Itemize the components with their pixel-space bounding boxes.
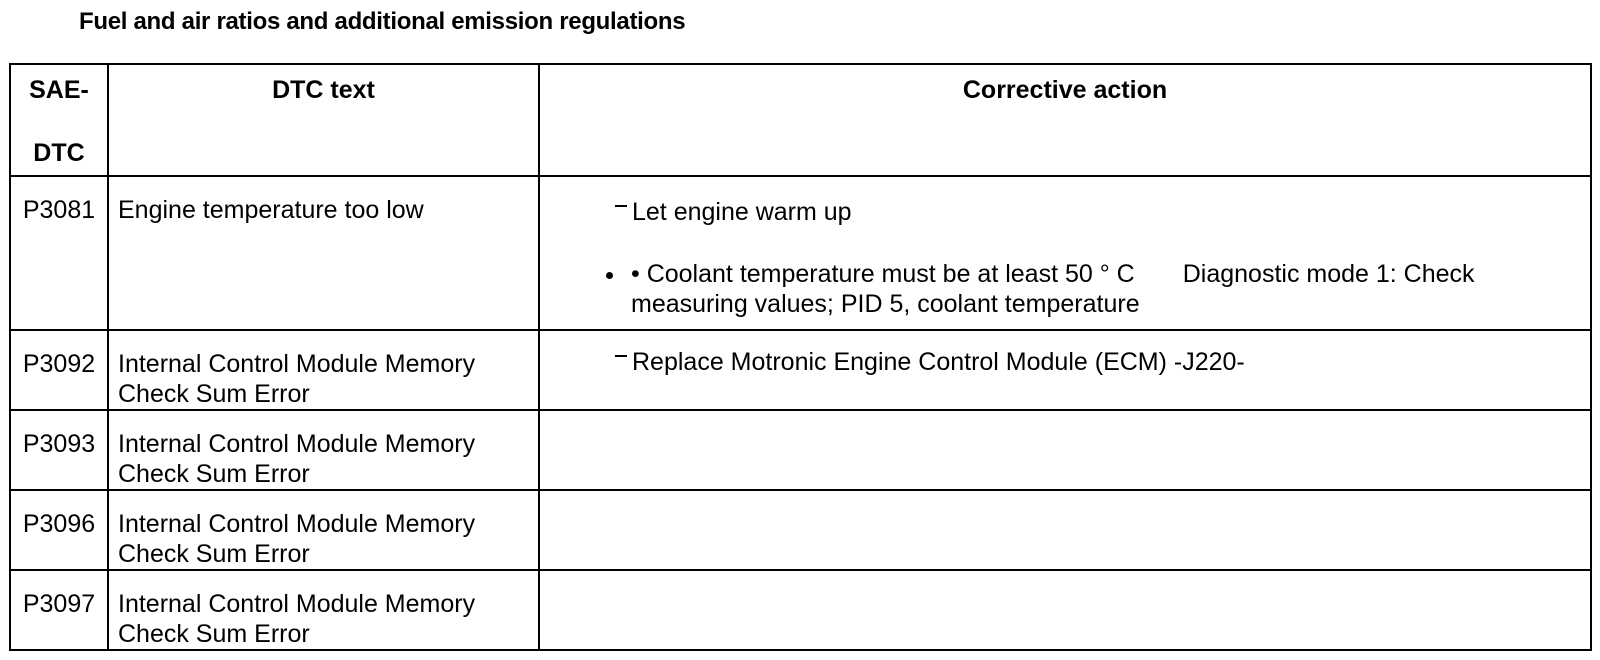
page-title: Fuel and air ratios and additional emission regulations [79, 8, 686, 35]
corrective-action-cell [539, 176, 1591, 330]
dash-icon [615, 355, 627, 357]
table-header-row [10, 64, 1591, 176]
dtc-text: Internal Control Module Memory Check Sum Error [108, 490, 539, 570]
action-bullet-text-line2: measuring values; PID 5, coolant temperature [631, 290, 1140, 318]
dtc-code: P3097 [10, 570, 108, 650]
header-corrective-action: Corrective action [539, 64, 1591, 176]
dtc-text: Internal Control Module Memory Check Sum Error [108, 330, 539, 410]
action-dash-item [615, 197, 852, 227]
action-bullet-item [631, 259, 1571, 319]
corrective-action-cell [539, 410, 1591, 490]
header-sae-dtc-line1: SAE- [29, 76, 89, 104]
header-sae-dtc-line2: DTC [33, 139, 85, 167]
action-text: Let engine warm up [632, 198, 852, 226]
table-row [10, 330, 1591, 410]
corrective-action-cell [539, 330, 1591, 410]
table-row [10, 410, 1591, 490]
dtc-table [9, 63, 1592, 651]
dash-icon [615, 205, 627, 207]
dtc-code: P3093 [10, 410, 108, 490]
dtc-code: P3096 [10, 490, 108, 570]
dtc-text: Internal Control Module Memory Check Sum Error [108, 570, 539, 650]
table-row [10, 176, 1591, 330]
table-row [10, 570, 1591, 650]
dtc-code: P3081 [10, 176, 108, 330]
dtc-code: P3092 [10, 330, 108, 410]
action-dash-item [615, 347, 1245, 377]
dtc-text: Internal Control Module Memory Check Sum Error [108, 410, 539, 490]
dtc-text: Engine temperature too low [108, 176, 539, 330]
corrective-action-cell [539, 490, 1591, 570]
table-row [10, 490, 1591, 570]
action-bullet-text-part1: • Coolant temperature must be at least 50 ° C [631, 260, 1135, 288]
action-text: Replace Motronic Engine Control Module (ECM) -J220- [632, 348, 1245, 376]
action-bullet-text-part2: Diagnostic mode 1: Check [1182, 260, 1475, 288]
corrective-action-cell [539, 570, 1591, 650]
header-dtc-text: DTC text [108, 64, 539, 176]
bullet-icon [606, 272, 613, 279]
header-sae-dtc [10, 64, 108, 176]
